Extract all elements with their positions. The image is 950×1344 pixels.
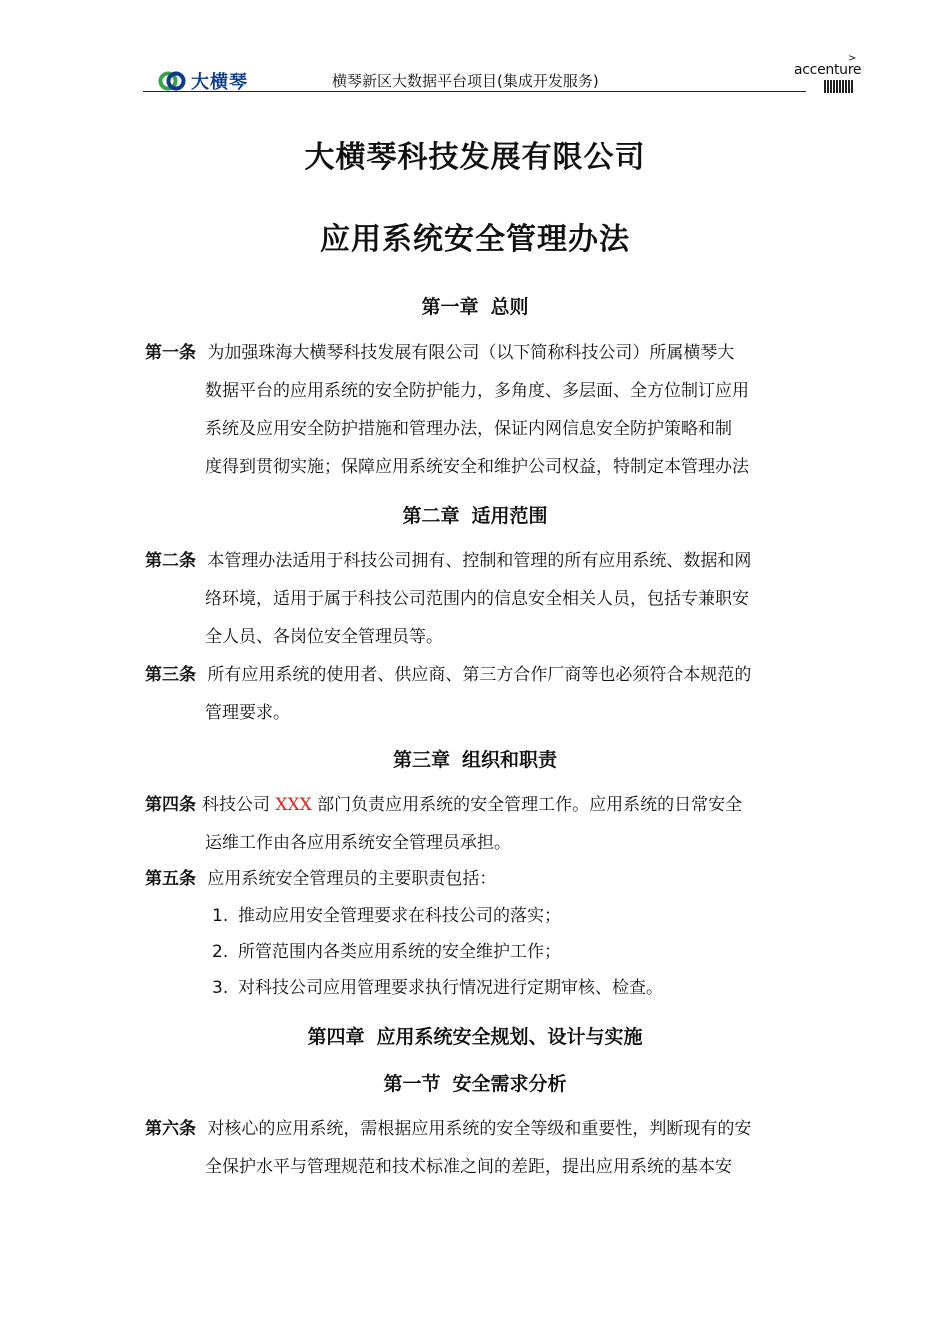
chapter-heading [0,292,950,319]
article-line: 对核心的应用系统，需根据应用系统的安全等级和重要性，判断现有的安 [207,1119,752,1139]
chapter-name: 应用系统安全规划、设计与实施 [376,1026,643,1048]
list-item [212,934,663,970]
article-1 [145,334,810,486]
article-line: 本管理办法适用于科技公司拥有、控制和管理的所有应用系统、数据和网 [207,551,752,571]
article-line: 所有应用系统的使用者、供应商、第三方合作厂商等也必须符合本规范的 [207,665,752,685]
duty-list [212,898,663,1006]
article-5 [145,860,810,898]
department-placeholder: XXX [275,795,312,815]
article-text: 部门负责应用系统的安全管理工作。应用系统的日常安全 [311,795,743,815]
chapter-name: 总则 [490,296,529,318]
list-item [212,970,663,1006]
article-line: 数据平台的应用系统的安全防护能力，多角度、多层面、全方位制订应用 [205,381,749,401]
list-item [212,898,663,934]
company-title: 大横琴科技发展有限公司 [304,140,646,175]
accenture-logo [794,53,862,96]
logo-right-text: accenture [794,62,862,78]
article-line: 度得到贯彻实施；保障应用系统安全和维护公司权益，特制定本管理办法 [205,457,749,477]
chapter-number: 第二章 [402,505,460,527]
accenture-mark-icon: > [848,53,857,64]
article-line: 全保护水平与管理规范和技术标准之间的差距，提出应用系统的基本安 [205,1157,732,1177]
list-number: 2. [212,942,229,962]
section-heading [0,1069,950,1096]
document-title: 应用系统安全管理办法 [320,222,630,257]
article-line: 全人员、各岗位安全管理员等。 [205,627,443,647]
article-line: 应用系统安全管理员的主要职责包括： [207,869,497,889]
chapter-heading [0,501,950,528]
list-number: 3. [212,978,229,998]
article-text: 科技公司 [202,795,276,815]
article-label: 第二条 [145,551,196,571]
article-2 [145,542,810,656]
list-text: 推动应用安全管理要求在科技公司的落实； [238,906,561,926]
page-header [0,0,950,100]
article-line: 运维工作由各应用系统安全管理员承担。 [205,833,511,853]
chapter-name: 适用范围 [471,505,548,527]
list-text: 对科技公司应用管理要求执行情况进行定期审核、检查。 [238,978,663,998]
logo-left-text: 大横琴 [191,72,248,93]
article-6 [145,1110,810,1186]
section-name: 安全需求分析 [452,1073,567,1095]
article-label: 第六条 [145,1119,196,1139]
article-label: 第五条 [145,869,196,889]
list-number: 1. [212,906,229,926]
chapter-number: 第三章 [392,749,450,771]
section-number: 第一节 [383,1073,441,1095]
chapter-name: 组织和职责 [462,749,558,771]
accenture-chinese-logo-icon [824,80,854,93]
dahengqin-logo-icon [158,70,186,92]
article-line: 系统及应用安全防护措施和管理办法，保证内网信息安全防护策略和制 [205,419,732,439]
header-divider [143,91,806,92]
chapter-number: 第四章 [307,1026,365,1048]
article-3 [145,656,810,732]
chapter-number: 第一章 [421,296,479,318]
article-label: 第四条 [145,795,196,815]
header-title: 横琴新区大数据平台项目(集成开发服务) [332,72,599,90]
article-line: 络环境，适用于属于科技公司范围内的信息安全相关人员，包括专兼职安 [205,589,749,609]
article-label: 第三条 [145,665,196,685]
article-line: 为加强珠海大横琴科技发展有限公司（以下简称科技公司）所属横琴大 [207,343,735,363]
article-line: 管理要求。 [205,703,290,723]
chapter-heading [0,1022,950,1049]
article-label: 第一条 [145,343,196,363]
list-text: 所管范围内各类应用系统的安全维护工作； [238,942,561,962]
chapter-heading [0,745,950,772]
article-4 [145,786,810,862]
